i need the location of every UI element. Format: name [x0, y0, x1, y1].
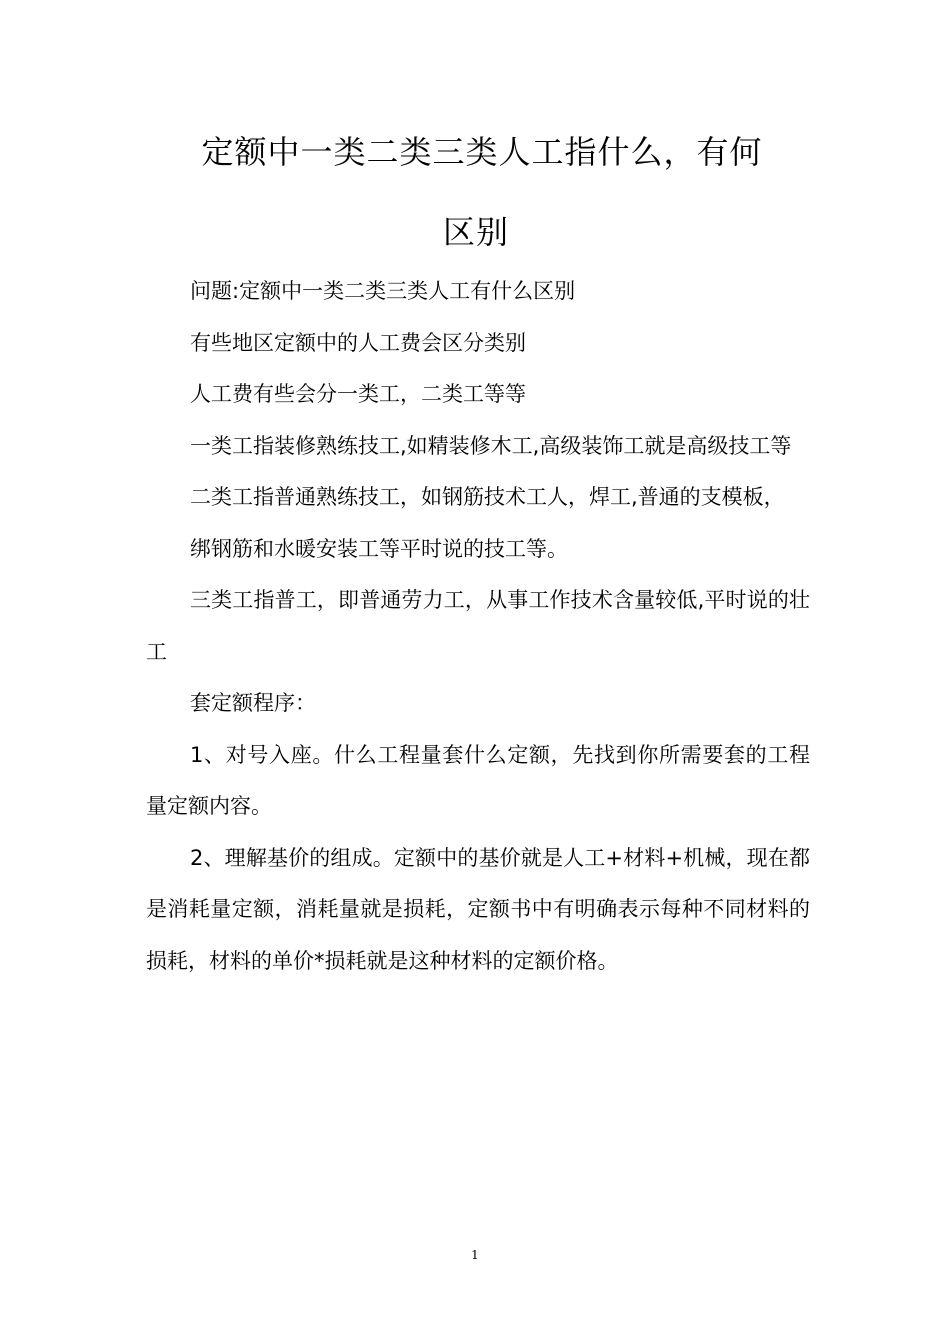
paragraph-procedure-heading: 套定额程序：: [190, 691, 316, 715]
title-line-1: 定额中一类二类三类人工指什么，有何: [201, 133, 763, 171]
paragraph-step-one: 1、对号入座。什么工程量套什么定额，先找到你所需要套的工程量定额内容。: [146, 742, 810, 818]
title-line-2: 区别: [442, 213, 509, 251]
page-number: 1: [471, 1248, 479, 1262]
paragraph-class-two: 二类工指普通熟练技工，如钢筋技术工人，焊工,普通的支模板，: [190, 485, 785, 509]
paragraph-regions: 有些地区定额中的人工费会区分类别: [190, 330, 526, 355]
document-title: [146, 112, 806, 272]
paragraph-question: 问题:定额中一类二类三类人工有什么区别: [190, 279, 576, 303]
paragraph-class-two-cont: 绑钢筋和水暖安装工等平时说的技工等。: [190, 536, 568, 561]
paragraph-labor-fee: 人工费有些会分一类工，二类工等等: [190, 382, 526, 406]
document-body: [146, 266, 810, 987]
paragraph-step-two: 2、理解基价的组成。定额中的基价就是人工+材料+机械，现在都是消耗量定额，消耗量就是损耗，定额书中有明确表示每种不同材料的损耗，材料的单价*损耗就是这种材料的定额价格。: [146, 845, 810, 973]
paragraph-class-three: 三类工指普工，即普通劳力工，从事工作技术含量较低,平时说的壮工: [146, 588, 810, 664]
paragraph-class-one: 一类工指装修熟练技工,如精装修木工,高级装饰工就是高级技工等: [190, 433, 792, 458]
